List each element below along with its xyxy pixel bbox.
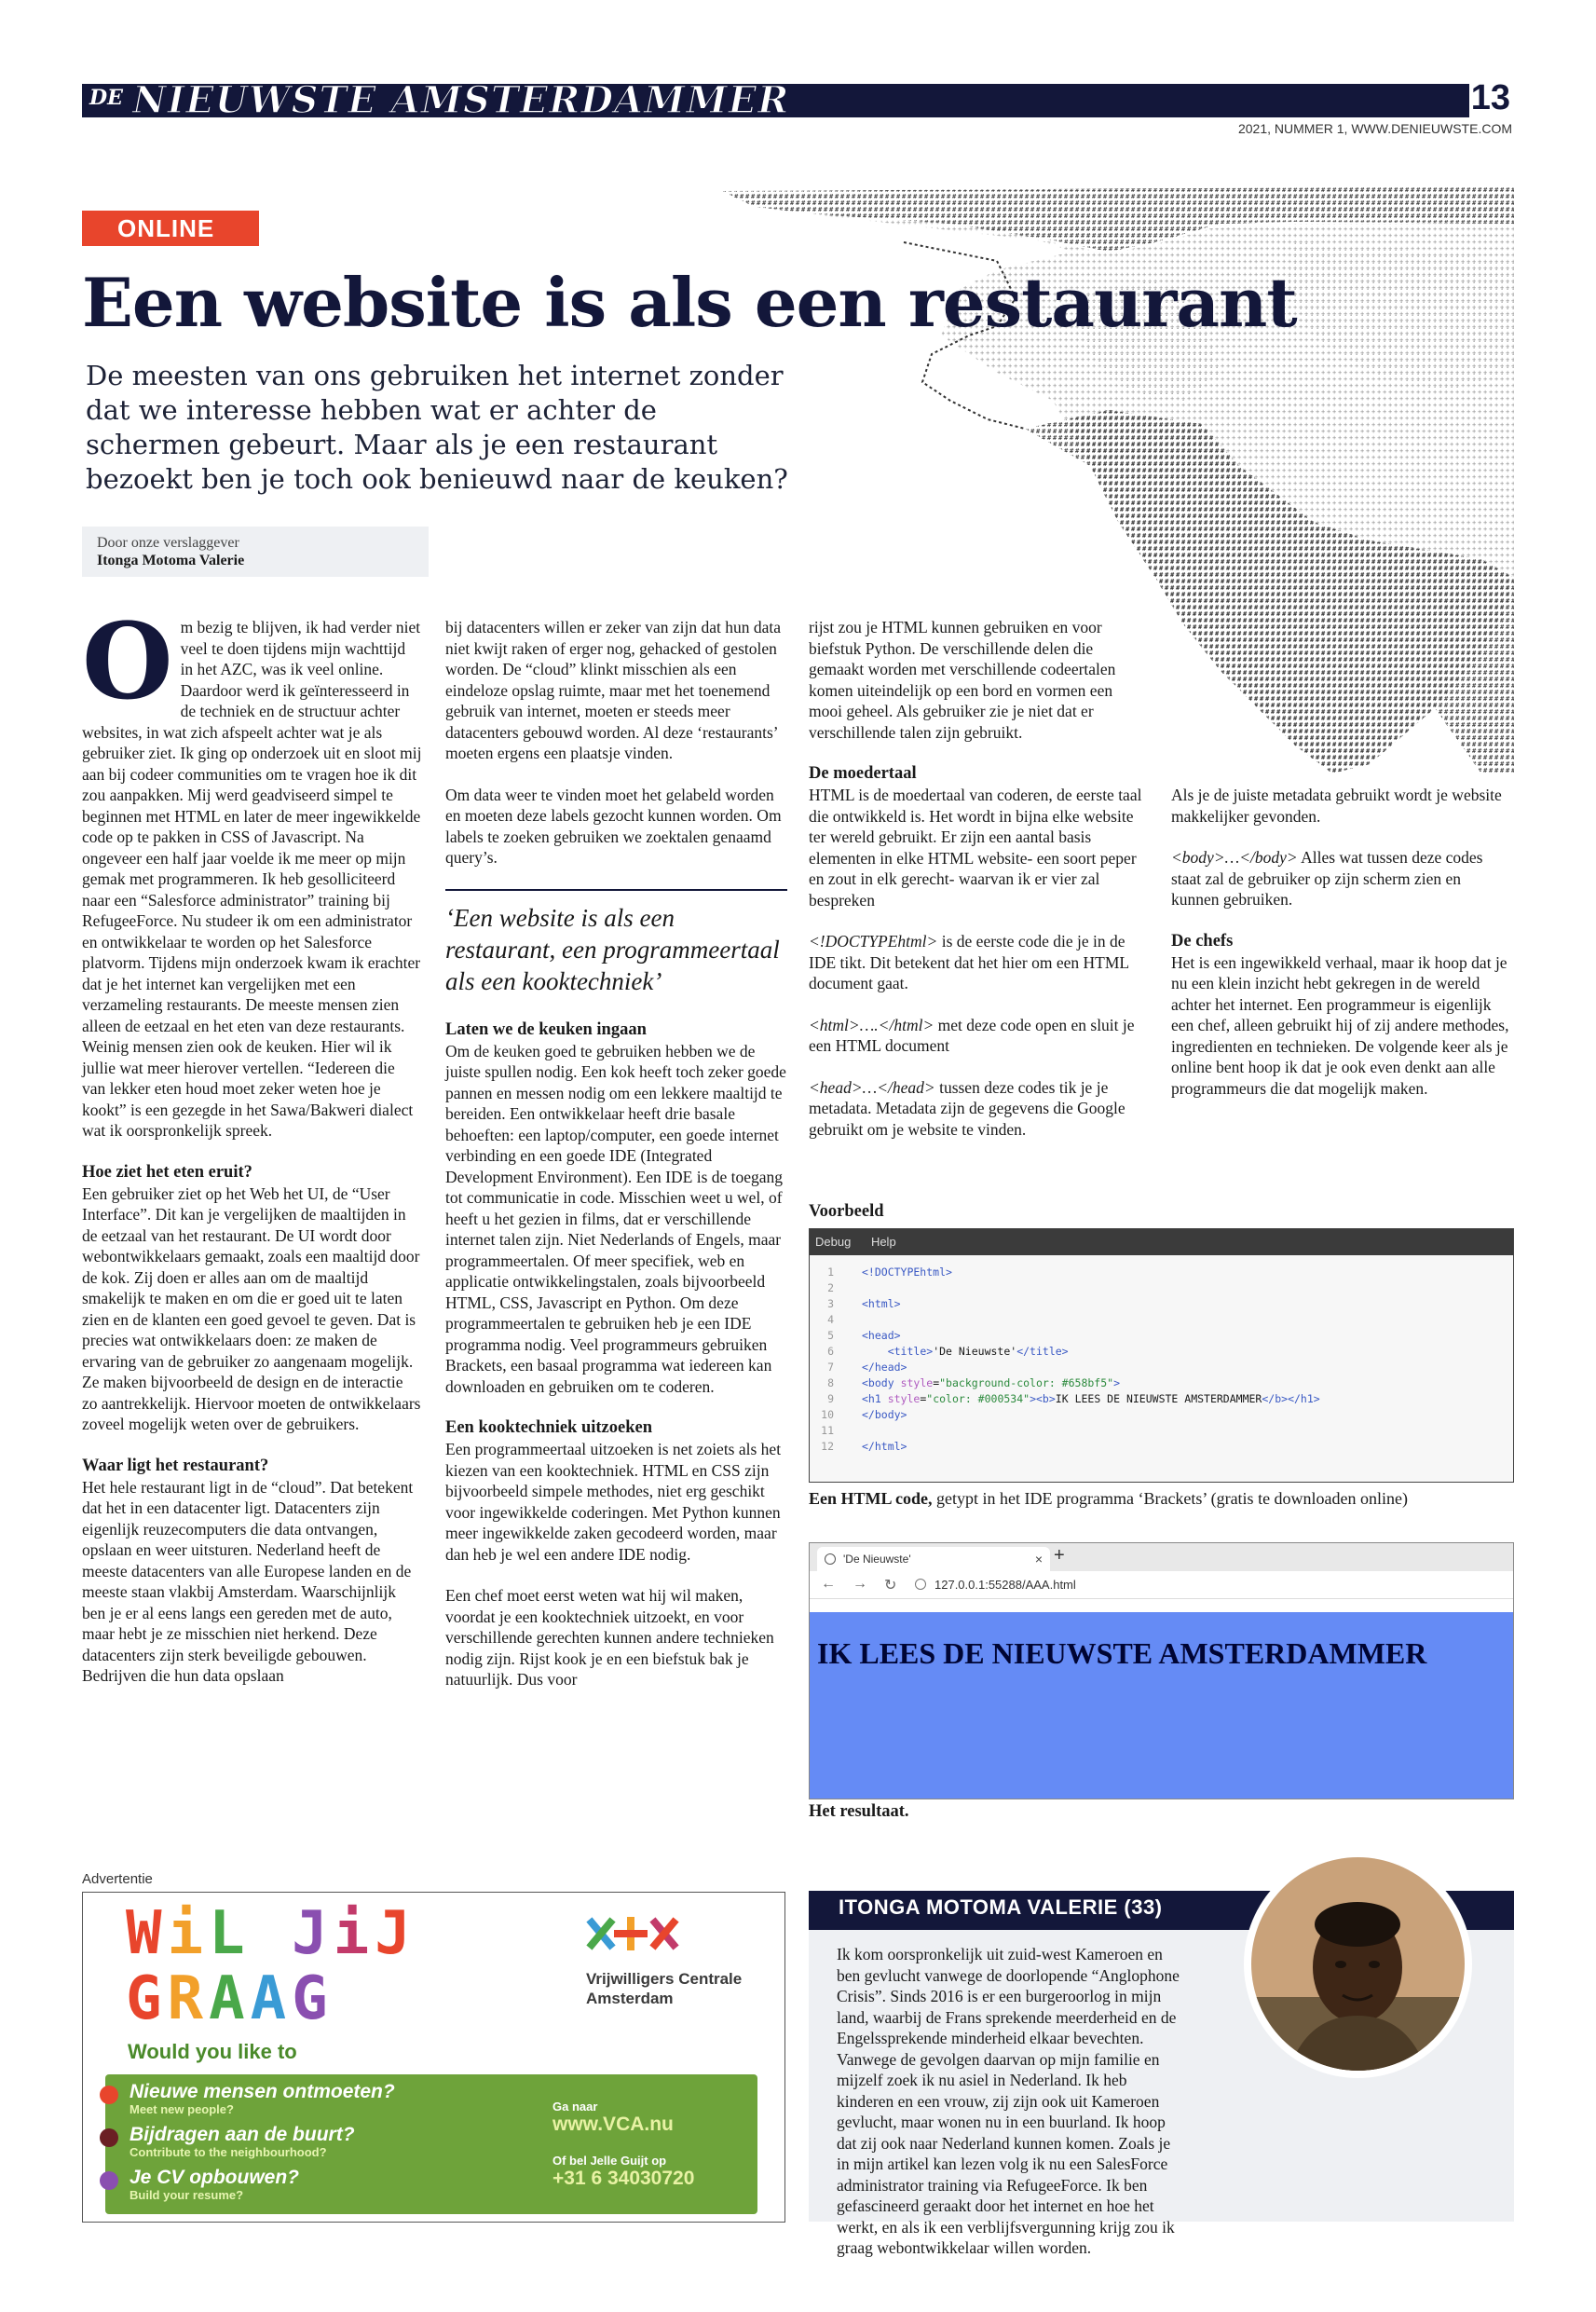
browser-figure-caption: Het resultaat. [809,1802,909,1821]
ad-item-en: Contribute to the neighbourhood? [130,2145,327,2159]
paragraph-text: m bezig te blijven, ik had verder niet veel te doen tijdens mijn wachttijd in het AZC, was ik veel online. Daardoor werd ik geïnteresseerd in de techniek en de structuur achter websites, in wat zich afspeelt achter wat je als gebruiker ziet. Ik ging op onderzoek uit en sloot mij aan bij codeer communities om te vragen hoe ik dit zou aanpakken. Mij werd geadviseerd simpel te beginnen met HTML en later de meer ingewikkelde code op te pakken in CSS of Javascript. Na ongeveer een half jaar voelde ik me meer op mijn gemak met programmeren. Ik heb gesolliciteerd naar een “Salesforce administrator” training bij RefugeeForce. Nu studeer ik om een administrator en ontwikkelaar te worden op het Salesforce platvorm. Tijdens mijn onderzoek kwam ik erachter dat je het internet kan vergelijken met een verzameling restaurants. De meeste mensen zien alleen de eetzaal en het eten van deze restaurants. Weinig mensen zien ook de keuken. Hier wil ik jullie wat meer hierover vertellen. “Iedereen die van lekker eten houd moet zeker weten hoe je kookt” is een gezegde in het Sawa/Bakweri dialect wat ik oorspronkelijk spreek. [82,618,422,1140]
ad-organisation: Vrijwilligers Centrale Amsterdam [586,1970,743,2007]
inline-code: <body>…</body> [1171,848,1298,867]
code-line [810,1280,1513,1296]
ad-phone [552,2154,694,2190]
line-number: 3 [827,1297,834,1310]
paragraph-text: tussen deze codes tik je je metadata. Metadata zijn de gegevens die Google gebruikt om je website te vinden. [809,1077,1125,1139]
browser-tabbar [810,1543,1513,1571]
browser-screenshot [809,1542,1514,1799]
ad-label: Advertentie [82,1871,153,1887]
ad-letter: L [209,1899,251,1968]
menu-item-debug: Debug [815,1235,852,1249]
paragraph: Om de keuken goed te gebruiken hebben we de juiste spullen nodig. Een kok heeft toch zeker goede pannen en messen nodig om een lekkere maaltijd te bereiden. Een ontwikkelaar heeft drie basale behoeften: een laptop/computer, een goede internet verbinding en een goede IDE (Integrated Development Environment). Een IDE is de toegang tot communicatie in code. Misschien weet u wel, of heeft u het gezien in films, dat er verschillende internet talen zijn. Niet Nederlands of Engels, maar programmeertalen. Of meer specifiek, web en applicatie ontwikkelingstalen, zoals bijvoorbeeld HTML, CSS, Javascript en Python. Om deze programmeertalen te gebruiken heb je een IDE programma nodig. Veel programmeurs gebruiken Brackets, een basaal programma wat iedereen kan downloaden en gebruiken om te coderen. [445,1041,786,1396]
paragraph: Een programmeertaal uitzoeken is net zoiets als het kiezen van een kooktechniek. HTML en CSS zijn bijvoorbeeld simpele methodes, niet erg geschikt voor ingewikkelde coderingen. Met Python kunnen meer ingewikkelde zaken gecodeerd worden, maar dan heb je wel een andere IDE nodig. [445,1440,782,1564]
fold-marker [851,1265,862,1280]
paragraph: bij datacenters willen er zeker van zijn dat hun data niet kwijt raken of erger nog, gehacked of gestolen worden. De “cloud” klinkt misschien als een eindeloze opslag ruimte, maar met het toenemend gebruik van internet, moeten er steeds meer datacenters gebouwd worden. Al deze ‘restaurants’ moeten ergens een plaatsje vinden. [445,618,782,762]
inline-code: <!DOCTYPEhtml> [809,932,938,951]
ad-item [130,2124,355,2159]
subheading: Een kooktechniek uitzoeken [445,1418,653,1437]
bullet-dot [100,2171,118,2190]
fold-marker [851,1423,862,1439]
code-text: </head> [862,1361,907,1374]
masthead-de: DE [89,86,123,110]
paragraph-text: met deze code open en sluit je een HTML document [809,1015,1135,1055]
code-text: <head> [862,1329,901,1342]
new-tab-icon: + [1054,1545,1065,1566]
caption-rest: getypt in het IDE programma ‘Brackets’ (gratis te downloaden online) [932,1489,1409,1508]
rendered-heading: IK LEES DE NIEUWSTE AMSTERDAMMER [817,1636,1427,1670]
code-line [810,1312,1513,1328]
line-number: 12 [821,1440,834,1453]
paragraph [82,601,422,1142]
ad-item-en: Build your resume? [130,2188,244,2202]
lede: De meesten van ons gebruiken het internet zonder dat we interesse hebben wat er achter de schermen gebeurt. Maar als je een restaurant bezoekt ben je toch ook benieuwd naar de keuken? [86,360,788,495]
author-photo [1244,1850,1472,2078]
browser-tab [817,1547,1050,1571]
ad-call-label: Of bel Jelle Guijt op [552,2154,667,2168]
paragraph-text: Alles wat tussen deze codes staat zal de gebruiker op zijn scherm zien en kunnen gebruiken. [1171,848,1483,909]
ad-phone-number: +31 6 34030720 [552,2168,695,2189]
ad-subheading: Would you like to [128,2040,297,2063]
subheading: Hoe ziet het eten eruit? [82,1162,252,1182]
pull-quote: ‘Een website is als een restaurant, een programmeertaal als een kooktechniek’ [445,889,787,997]
line-number: 9 [827,1392,834,1405]
column-1 [82,601,422,1707]
info-icon [915,1579,926,1590]
url-text: 127.0.0.1:55288/AAA.html [934,1578,1076,1592]
byline [82,527,429,577]
ad-letter: A [250,1964,293,2033]
advertisement [82,1892,785,2223]
forward-arrow-icon: → [853,1576,867,1592]
code-text: <title>'De Nieuwste'</title> [887,1345,1069,1358]
line-number: 1 [827,1265,834,1279]
code-line [810,1439,1513,1455]
code-text: </html> [862,1440,907,1453]
paragraph [809,1015,1150,1057]
code-figure-caption [809,1488,1517,1510]
code-editor-screenshot [809,1228,1514,1483]
paragraph: Als je de juiste metadata gebruikt wordt je website makkelijker gevonden. [1171,786,1502,826]
headline: Een website is als een restaurant [82,263,1297,342]
line-number: 6 [827,1345,834,1358]
paragraph: rijst zou je HTML kunnen gebruiken en voor biefstuk Python. De verschillende delen die gemaakt worden met verschillende codeertalen komen uiteindelijk op een bord en vormen een mooi geheel. Als gebruiker zie je niet dat er verschillende talen zijn gebruikt. [809,618,1116,742]
code-line [810,1344,1513,1360]
byline-name: Itonga Motoma Valerie [97,553,245,568]
code-line [810,1360,1513,1375]
author-portrait-image [1251,1857,1465,2071]
ad-goto-label: Ga naar [552,2100,598,2114]
code-line [810,1391,1513,1407]
reload-icon: ↻ [884,1578,897,1594]
tab-title: 'De Nieuwste' [843,1553,911,1566]
code-lines [810,1255,1513,1455]
byline-label: Door onze verslaggever [97,535,239,551]
code-line [810,1423,1513,1439]
code-text: </body> [862,1408,907,1421]
code-line [810,1296,1513,1312]
line-number: 10 [821,1408,834,1421]
ad-item-en: Meet new people? [130,2102,234,2116]
close-icon: × [1034,1552,1043,1566]
subheading: De moedertaal [809,764,917,783]
ad-website[interactable] [552,2100,674,2136]
line-number: 8 [827,1376,834,1389]
ad-letter: A [209,1964,251,2033]
code-line [810,1328,1513,1344]
fold-marker [851,1391,862,1407]
code-line [810,1265,1513,1280]
paragraph: Een gebruiker ziet op het Web het UI, de “User Interface”. Dit kan je vergelijken de maaltijden in de eetzaal van het restaurant. De UI wordt door webontwikkelaars gemaakt, zoals een maaltijd door de kok. Zij doen er alles aan om de maaltijd smakelijk te maken en om die er goed uit te laten zien en de klanten een goed gevoel te geven. Dat is precies wat ontwikkelaars doen: ze maken de ervaring van de gebruiker zo aangenaam mogelijk. Ze maken bijvoorbeeld de design en de interactie zo aantrekkelijk. Hiervoor moeten de ontwikkelaars zoveel mogelijk weten over de gebruikers. [82,1183,421,1433]
paragraph [809,1077,1150,1141]
masthead-title: NIEUWSTE AMSTERDAMMER [132,78,790,122]
fold-marker [851,1439,862,1455]
ad-letter: i [333,1899,375,1968]
code-text: <!DOCTYPEhtml> [862,1265,952,1279]
editor-menubar [810,1229,1513,1255]
ad-item [130,2081,395,2116]
ad-item [130,2167,299,2202]
code-text: <body style="background-color: #658bf5"> [862,1376,1120,1389]
fold-marker [851,1328,862,1344]
subheading: Waar ligt het restaurant? [82,1456,269,1475]
line-number: 4 [827,1313,834,1326]
ad-goto-url[interactable]: www.VCA.nu [552,2114,674,2135]
subheading: De chefs [1171,931,1234,951]
line-number: 5 [827,1329,834,1342]
fold-marker [851,1344,862,1360]
bio-title: ITONGA MOTOMA VALERIE (33) [839,1895,1163,1919]
paragraph: Het is een ingewikkeld verhaal, maar ik hoop dat je nu een klein inzicht hebt gekregen in de wereld achter het internet. Een programmeur is eigenlijk een chef, alleen gebruikt hij of zij andere methodes, ingredienten en technieken. De volgende keer als je online bent hoop ik dat je ook even denkt aan alle programmeurs die dat mogelijk maken. [1171,952,1509,1098]
ad-item-main: Bijdragen aan de buurt? [130,2124,355,2145]
paragraph: HTML is de moedertaal van coderen, de eerste taal die ontwikkeld is. Het wordt in bijna elke website ter wereld gebruikt. Er zijn een aantal basis elementen in elke HTML website- een soort peper en zout in elk gerecht- waarvan ik er vier zal bespreken [809,786,1142,910]
bullet-dot [100,2128,118,2147]
paragraph: Om data weer te vinden moet het gelabeld worden en moeten deze labels gezocht kunnen worden. Om labels te zoeken gebruiken we zoektalen genaamd query’s. [445,785,782,867]
ad-headline-1 [126,1899,416,1968]
subheading: Laten we de keuken ingaan [445,1019,647,1039]
vca-logo-icon [586,1913,689,1963]
caption-bold: Een HTML code, [809,1489,933,1508]
dropcap: O [82,601,173,723]
browser-urlbar [810,1571,1513,1599]
globe-icon [825,1553,836,1565]
paragraph: Het hele restaurant ligt in de “cloud”. Dat betekent dat het in een datacenter ligt. Datacenters zijn eigenlijk reuzecomputers die data ontvangen, opslaan en weer uitsturen. Nederland heeft de meeste datacenters van alle Europese landen en de meeste staan vlakbij Amsterdam. Waarschijnlijk ben je er al eens langs een gereden met de auto, maar hebt je ze misschien niet herkend. Deze datacenters zijn sterk beveiligde gebouwen. Bedrijven die hun data opslaan [82,1477,414,1685]
column-2 [445,617,787,1711]
ad-letter: J [292,1899,334,1968]
fold-marker [851,1360,862,1375]
fold-marker [851,1296,862,1312]
back-arrow-icon: ← [821,1576,836,1592]
fold-marker [851,1375,862,1391]
paragraph [809,931,1150,994]
bio-text: Ik kom oorspronkelijk uit zuid-west Kameroen en ben gevlucht vanwege de doorlopende “Anglophone Crisis”. Sinds 2016 is er een burgeroorlog in mijn land, waarbij de Frans sprekende meerderheid en de Engelssprekende minderheid elkaar bevechten. Vanwege de gevolgen daarvan op mijn familie en mijzelf zoek ik nu asiel in Nederland. Ik heb kinderen en een vrouw, zij zijn ook uit Kameroen gevlucht, maar wonen nu in een buurland. Ik hoop dat zij ook naar Nederland kunnen komen. Zoals je in mijn artikel kan lezen volg ik nu een SalesForce administrator training via RefugeeForce. Ik ben gefascineerd geraakt door het internet en hoe het werkt, en als ik een verblijfsvergunning krijg zou ik graag webontwikkelaar willen worden. [837,1945,1180,2257]
issue-info: 2021, NUMMER 1, WWW.DENIEUWSTE.COM [1237,121,1512,136]
fold-marker [851,1312,862,1328]
line-number: 11 [821,1424,834,1437]
ad-letter: R [167,1964,210,2033]
code-text: <html> [862,1297,901,1310]
code-text: <h1 style="color: #000534"><b>IK LEES DE NIEUWSTE AMSTERDAMMER</b></h1> [862,1392,1320,1405]
ad-letter: W [126,1899,168,1968]
fold-marker [851,1407,862,1423]
menu-item-help: Help [870,1235,896,1249]
bullet-dot [100,2086,118,2104]
line-number: 7 [827,1361,834,1374]
page-number: 13 [1470,78,1510,117]
line-number: 2 [827,1281,834,1294]
ad-item-main: Nieuwe mensen ontmoeten? [130,2081,395,2102]
rendered-page [810,1612,1514,1799]
paragraph: Een chef moet eerst weten wat hij wil maken, voordat je een kooktechniek uitzoekt, en voor verschillende gerechten kunnen andere technieken nodig zijn. Rijst kook je en een biefstuk bak je natuurlijk. Dus voor [445,1586,774,1689]
ad-letter [251,1899,293,1968]
paragraph-text: is de eerste code die je in de IDE tikt. Dit betekent dat het hier om een HTML document gaat. [809,932,1129,992]
ad-item-main: Je CV opbouwen? [130,2167,300,2188]
code-line [810,1375,1513,1391]
ad-letter: J [375,1899,416,1968]
code-line [810,1407,1513,1423]
ad-letter: G [126,1964,168,2033]
figure-label: Voorbeeld [809,1202,884,1221]
paragraph [1171,847,1512,910]
ad-headline-2 [126,1964,334,2033]
section-tag: ONLINE [82,211,259,246]
column-4 [1171,785,1512,1119]
fold-marker [851,1280,862,1296]
ad-letter: i [167,1899,210,1968]
ad-letter: G [292,1964,334,2033]
inline-code: <head>…</head> [809,1077,935,1097]
inline-code: <html>….</html> [809,1015,934,1034]
